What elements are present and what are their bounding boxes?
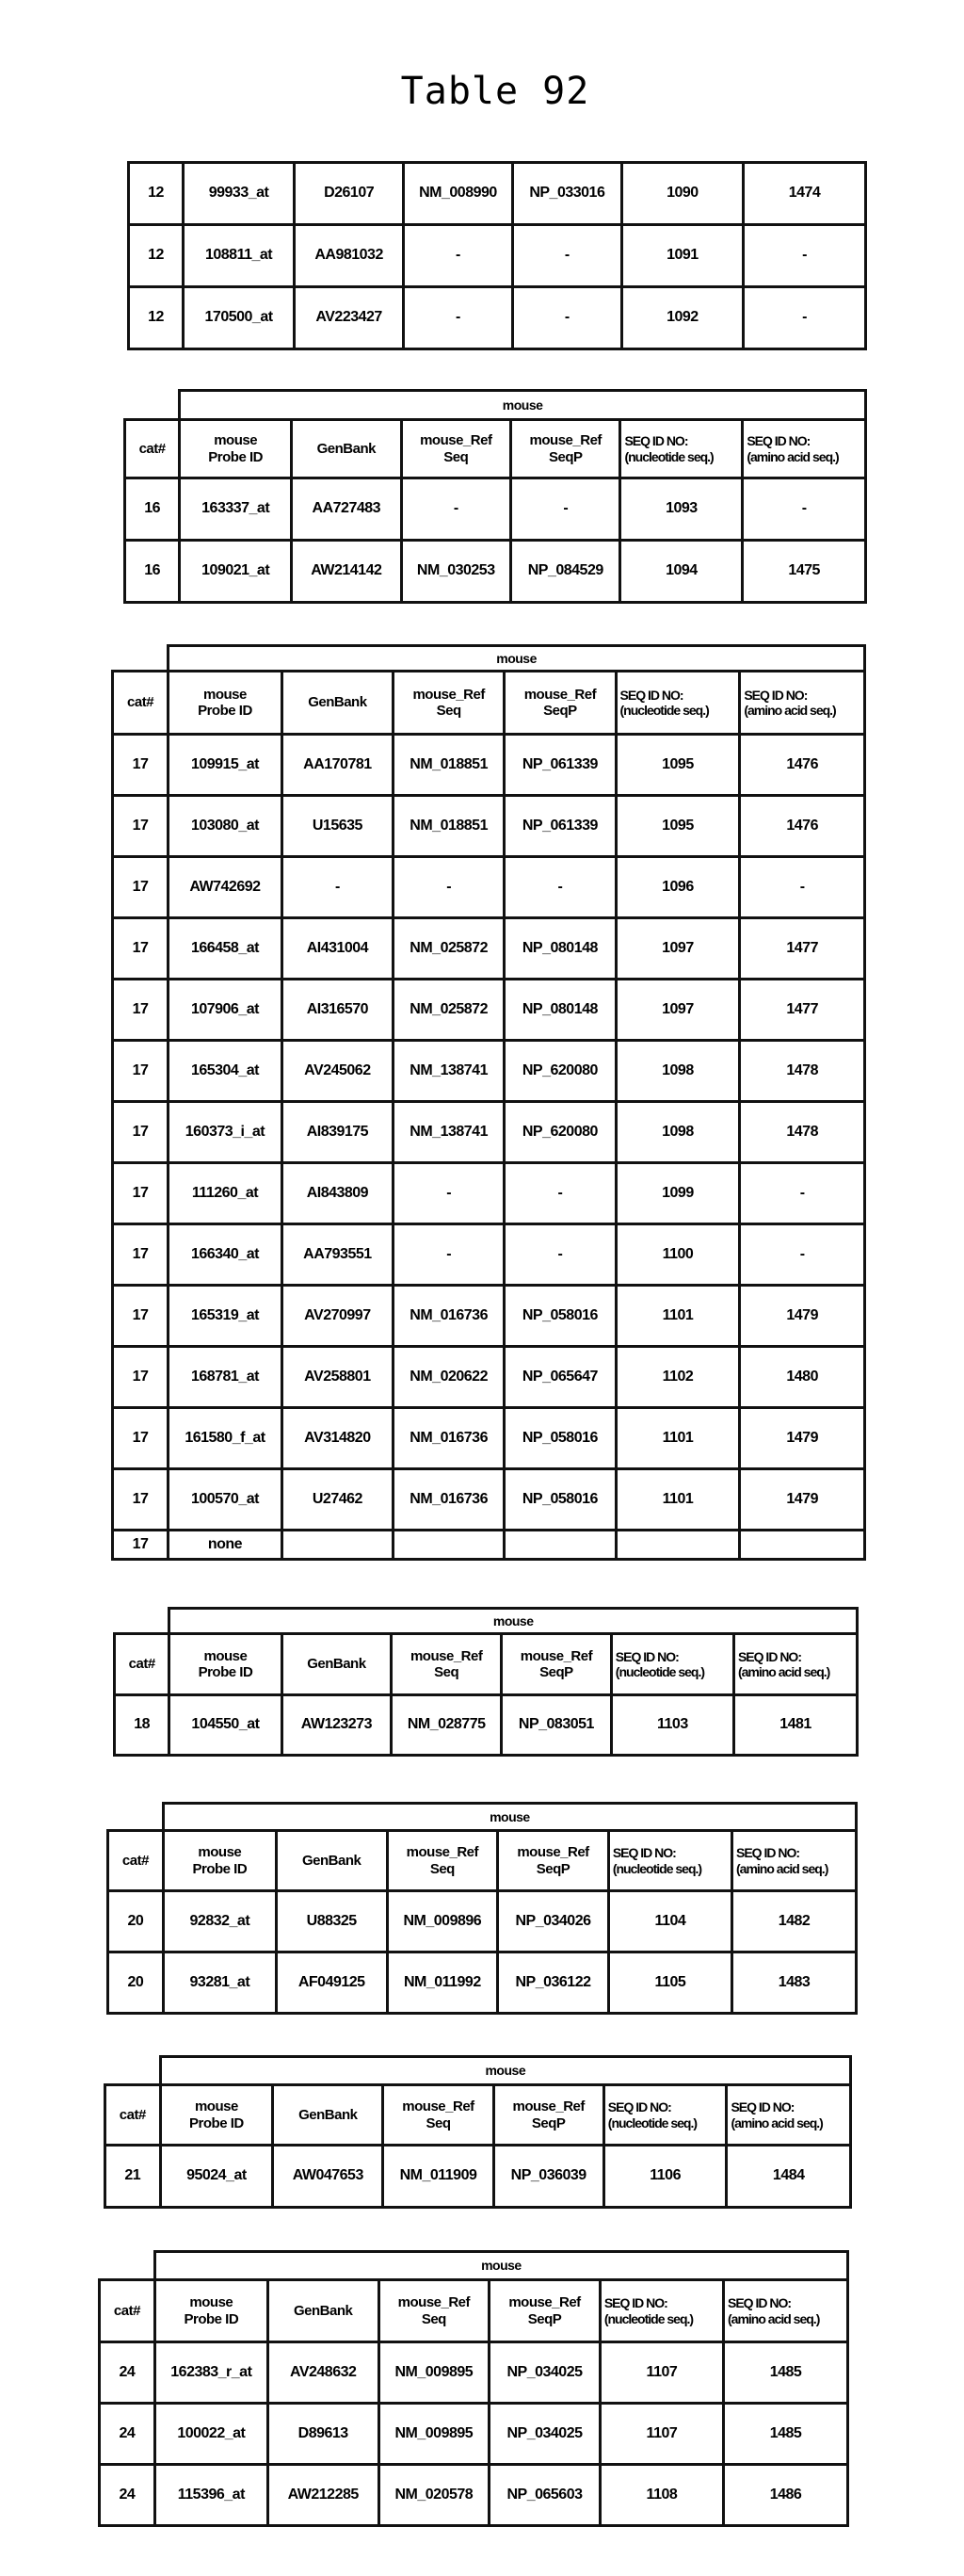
group-label: mouse [169,646,865,672]
table-cell: 1095 [616,735,740,796]
table-row [113,796,865,857]
table-row [113,1286,865,1347]
table-cell: 1107 [600,2342,723,2404]
table-cell: 109021_at [180,541,292,603]
column-header-row [108,1831,857,1891]
table-cell: NP_080148 [505,980,616,1041]
column-header: mouse Probe ID [163,1831,276,1891]
table-cell: NP_620080 [505,1041,616,1102]
table-cell: - [401,478,510,541]
column-header: SEQ ID NO: (amino acid seq.) [732,1831,857,1891]
column-header: GenBank [281,1634,392,1695]
table-cell: 1102 [616,1347,740,1408]
table-cell [281,1531,393,1560]
column-header-row [105,2085,851,2146]
table-cell: NM_020578 [378,2465,490,2526]
table-row [113,735,865,796]
table-cell: 21 [105,2146,161,2208]
table-cell: 16 [125,478,180,541]
table-row [125,541,866,603]
table-cell: 1476 [740,735,865,796]
table-cell: AA170781 [281,735,393,796]
table-cell: 1484 [727,2146,851,2208]
table-cell: - [505,857,616,918]
table-cell: 170500_at [183,287,294,349]
table-cell: 1092 [621,287,743,349]
table-cell: 93281_at [163,1952,276,2014]
table-cell: U27462 [281,1469,393,1531]
table-cell: NM_009895 [378,2342,490,2404]
group-header-row [105,2057,851,2085]
table-cell: NP_036122 [498,1952,609,2014]
table-cell: 166340_at [169,1224,282,1286]
table-cell: NM_020622 [394,1347,505,1408]
table-cell: NM_018851 [394,796,505,857]
table-cell: 20 [108,1891,164,1952]
table-cell: 1098 [616,1041,740,1102]
group-label: mouse [160,2057,850,2085]
table-cell: NM_016736 [394,1469,505,1531]
table-cell [505,1531,616,1560]
table-cell: 92832_at [163,1891,276,1952]
table-cell: AI316570 [281,980,393,1041]
data-table [111,644,866,1561]
table-cell: 17 [113,1469,169,1531]
data-table [113,1607,859,1757]
table-cell: NP_620080 [505,1102,616,1163]
column-header: mouse_Ref Seq [378,2280,490,2342]
table-cell: 1105 [608,1952,731,2014]
group-label: mouse [154,2252,847,2280]
column-header: cat# [100,2280,155,2342]
table-cell: - [743,225,865,287]
blank-cell [125,391,180,420]
table-cell: AI431004 [281,918,393,980]
column-header: GenBank [292,420,401,478]
table-cell: AV258801 [281,1347,393,1408]
table-cell: 1095 [616,796,740,857]
column-header-row [113,672,865,735]
column-header: mouse_Ref SeqP [502,1634,612,1695]
column-header: mouse_Ref Seq [394,672,505,735]
table-cell: AW212285 [267,2465,378,2526]
column-header: mouse_Ref Seq [401,420,510,478]
table-cell: AV248632 [267,2342,378,2404]
table-cell [616,1531,740,1560]
table-cell: AV245062 [281,1041,393,1102]
table-cell: - [511,478,620,541]
table-cell: - [394,1163,505,1224]
table-cell: 17 [113,1224,169,1286]
column-header: cat# [105,2085,161,2146]
table-cell: D89613 [267,2404,378,2465]
table-cell: NM_008990 [404,163,513,225]
table-cell: 17 [113,796,169,857]
table-cell: 17 [113,735,169,796]
table-cell: NP_061339 [505,735,616,796]
table-cell: NM_030253 [401,541,510,603]
table-cell: 168781_at [169,1347,282,1408]
column-header: mouse Probe ID [169,672,282,735]
table-cell: 17 [113,1408,169,1469]
column-header: cat# [125,420,180,478]
table-row [113,1469,865,1531]
table-row [113,1408,865,1469]
table-row [115,1695,858,1756]
table-cell: 115396_at [154,2465,267,2526]
table-cell: 20 [108,1952,164,2014]
table-cell [740,1531,865,1560]
page-title: Table 92 [0,70,964,113]
table-cell: 1476 [740,796,865,857]
column-header: GenBank [281,672,393,735]
table-cell [394,1531,505,1560]
table-cell: 17 [113,1286,169,1347]
table-cell: 1093 [620,478,743,541]
table-cell: 1485 [724,2404,848,2465]
table-cell: 18 [115,1695,169,1756]
table-cell: 1104 [608,1891,731,1952]
table-cell: 1091 [621,225,743,287]
group-header-row [115,1609,858,1634]
table-cell: 1094 [620,541,743,603]
table-cell: NM_018851 [394,735,505,796]
table-cell: - [740,1163,865,1224]
table-cell: - [394,857,505,918]
table-cell: AI839175 [281,1102,393,1163]
column-header: mouse_Ref Seq [383,2085,493,2146]
table-cell: 17 [113,857,169,918]
table-cell: 104550_at [169,1695,281,1756]
table-cell: - [512,287,621,349]
table-cell: 17 [113,1347,169,1408]
table-row [113,980,865,1041]
blank-cell [113,646,169,672]
column-header-row [100,2280,848,2342]
table-row [113,918,865,980]
table-cell: 108811_at [183,225,294,287]
table-cell: 1475 [743,541,866,603]
table-cell: - [404,287,513,349]
table-cell: 1101 [616,1286,740,1347]
table-cell: 1485 [724,2342,848,2404]
table-cell: 162383_r_at [154,2342,267,2404]
table-cell: - [505,1224,616,1286]
column-header: SEQ ID NO: (amino acid seq.) [727,2085,851,2146]
table-cell: 1486 [724,2465,848,2526]
table-row [113,1531,865,1560]
table-cell: NM_025872 [394,980,505,1041]
table-cell: NP_065647 [505,1347,616,1408]
table-cell: 17 [113,1041,169,1102]
blank-cell [105,2057,161,2085]
table-cell: 1481 [733,1695,857,1756]
data-table [123,389,867,604]
table-cell: 99933_at [183,163,294,225]
table-cell: - [743,287,865,349]
table-cell: 1101 [616,1469,740,1531]
table-cell: NP_058016 [505,1286,616,1347]
table-cell: NP_033016 [512,163,621,225]
data-table [98,2250,849,2527]
table-cell: 17 [113,918,169,980]
table-cell: NP_065603 [490,2465,601,2526]
table-cell: 161580_f_at [169,1408,282,1469]
table-row [125,478,866,541]
table-cell: NP_058016 [505,1408,616,1469]
group-header-row [100,2252,848,2280]
table-cell: 1479 [740,1286,865,1347]
table-row [113,1163,865,1224]
table-cell: AW123273 [281,1695,392,1756]
column-header: SEQ ID NO: (nucleotide seq.) [603,2085,727,2146]
table-row [113,857,865,918]
column-header-row [125,420,866,478]
table-cell: NM_138741 [394,1102,505,1163]
table-cell: 1479 [740,1408,865,1469]
table-cell: 1477 [740,918,865,980]
table-cell: AA727483 [292,478,401,541]
table-cell: 1478 [740,1041,865,1102]
table-cell: - [281,857,393,918]
table-cell: 1483 [732,1952,857,2014]
table-cell: 1097 [616,918,740,980]
column-header: mouse_Ref Seq [387,1831,498,1891]
table-cell: 1478 [740,1102,865,1163]
table-cell: 24 [100,2342,155,2404]
column-header: SEQ ID NO: (amino acid seq.) [733,1634,857,1695]
table-cell: - [394,1224,505,1286]
column-header: GenBank [267,2280,378,2342]
table-cell: 17 [113,980,169,1041]
column-header: mouse Probe ID [160,2085,273,2146]
table-cell: 1474 [743,163,865,225]
table-row [105,2146,851,2208]
data-table [127,161,867,350]
table-cell: 1479 [740,1469,865,1531]
table-cell: 109915_at [169,735,282,796]
table-cell: U15635 [281,796,393,857]
table-cell: NP_034025 [490,2404,601,2465]
column-header: mouse_Ref SeqP [505,672,616,735]
table-cell: - [740,1224,865,1286]
group-label: mouse [169,1609,858,1634]
table-cell: 1477 [740,980,865,1041]
table-cell: NP_058016 [505,1469,616,1531]
table-row [129,225,866,287]
group-header-row [113,646,865,672]
table-cell: NM_016736 [394,1408,505,1469]
table-cell: 163337_at [180,478,292,541]
data-table [104,2055,852,2209]
column-header: mouse_Ref Seq [392,1634,502,1695]
table-cell: NM_011992 [387,1952,498,2014]
table-cell: AV314820 [281,1408,393,1469]
table-cell: - [743,478,866,541]
table-cell: AW214142 [292,541,401,603]
table-cell: AA981032 [295,225,404,287]
table-cell: 24 [100,2465,155,2526]
blank-cell [115,1609,169,1634]
column-header: SEQ ID NO: (nucleotide seq.) [620,420,743,478]
column-header: cat# [113,672,169,735]
table-row [100,2342,848,2404]
table-cell: NP_084529 [511,541,620,603]
table-cell: - [404,225,513,287]
column-header-row [115,1634,858,1695]
table-cell: AI843809 [281,1163,393,1224]
table-cell: AW047653 [273,2146,383,2208]
table-cell: 12 [129,163,184,225]
table-row [129,287,866,349]
table-cell: 1098 [616,1102,740,1163]
table-row [129,163,866,225]
column-header: GenBank [273,2085,383,2146]
table-cell: 160373_i_at [169,1102,282,1163]
table-cell: NM_138741 [394,1041,505,1102]
data-table [106,1802,858,2015]
column-header: SEQ ID NO: (amino acid seq.) [740,672,865,735]
table-cell: 1100 [616,1224,740,1286]
column-header: mouse Probe ID [169,1634,281,1695]
column-header: mouse_Ref SeqP [493,2085,603,2146]
table-cell: NP_034026 [498,1891,609,1952]
table-cell: 16 [125,541,180,603]
column-header: SEQ ID NO: (amino acid seq.) [743,420,866,478]
table-row [108,1952,857,2014]
table-cell: 95024_at [160,2146,273,2208]
table-cell: AV223427 [295,287,404,349]
table-cell: 103080_at [169,796,282,857]
table-row [113,1224,865,1286]
table-cell: 17 [113,1531,169,1560]
table-cell: 1103 [611,1695,733,1756]
table-cell: 107906_at [169,980,282,1041]
table-row [108,1891,857,1952]
blank-cell [100,2252,155,2280]
column-header: SEQ ID NO: (nucleotide seq.) [616,672,740,735]
group-header-row [108,1804,857,1831]
column-header: GenBank [276,1831,387,1891]
table-cell: 165319_at [169,1286,282,1347]
table-cell: NM_028775 [392,1695,502,1756]
table-cell: 1107 [600,2404,723,2465]
table-cell: NP_083051 [502,1695,612,1756]
table-cell: 1099 [616,1163,740,1224]
table-cell: 1108 [600,2465,723,2526]
column-header: SEQ ID NO: (nucleotide seq.) [611,1634,733,1695]
table-cell: 1482 [732,1891,857,1952]
table-cell: 165304_at [169,1041,282,1102]
table-cell: 166458_at [169,918,282,980]
table-row [113,1347,865,1408]
table-cell: AA793551 [281,1224,393,1286]
table-cell: - [740,857,865,918]
table-cell: none [169,1531,282,1560]
group-label: mouse [163,1804,856,1831]
table-cell: NP_061339 [505,796,616,857]
table-cell: 1101 [616,1408,740,1469]
table-cell: U88325 [276,1891,387,1952]
table-cell: 1097 [616,980,740,1041]
blank-cell [108,1804,164,1831]
table-cell: AV270997 [281,1286,393,1347]
table-cell: 100570_at [169,1469,282,1531]
table-row [100,2465,848,2526]
column-header: mouse_Ref SeqP [511,420,620,478]
column-header: cat# [108,1831,164,1891]
table-cell: NP_080148 [505,918,616,980]
column-header: mouse Probe ID [180,420,292,478]
table-cell: 1090 [621,163,743,225]
table-cell: - [512,225,621,287]
table-cell: NM_025872 [394,918,505,980]
table-cell: 12 [129,287,184,349]
table-cell: AF049125 [276,1952,387,2014]
table-cell: NM_016736 [394,1286,505,1347]
table-cell: 24 [100,2404,155,2465]
table-cell: 100022_at [154,2404,267,2465]
column-header: mouse Probe ID [154,2280,267,2342]
table-cell: NM_009896 [387,1891,498,1952]
table-row [113,1102,865,1163]
table-cell: NM_011909 [383,2146,493,2208]
group-header-row [125,391,866,420]
table-cell: 12 [129,225,184,287]
column-header: cat# [115,1634,169,1695]
table-row [100,2404,848,2465]
table-cell: 1096 [616,857,740,918]
table-cell: 1480 [740,1347,865,1408]
table-cell: D26107 [295,163,404,225]
column-header: SEQ ID NO: (amino acid seq.) [724,2280,848,2342]
table-cell: NP_034025 [490,2342,601,2404]
table-cell: 17 [113,1163,169,1224]
group-label: mouse [180,391,866,420]
table-cell: NP_036039 [493,2146,603,2208]
table-cell: 17 [113,1102,169,1163]
table-cell: AW742692 [169,857,282,918]
table-cell: NM_009895 [378,2404,490,2465]
table-cell: - [505,1163,616,1224]
column-header: mouse_Ref SeqP [498,1831,609,1891]
column-header: SEQ ID NO: (nucleotide seq.) [600,2280,723,2342]
column-header: mouse_Ref SeqP [490,2280,601,2342]
table-cell: 1106 [603,2146,727,2208]
table-cell: 111260_at [169,1163,282,1224]
column-header: SEQ ID NO: (nucleotide seq.) [608,1831,731,1891]
table-row [113,1041,865,1102]
